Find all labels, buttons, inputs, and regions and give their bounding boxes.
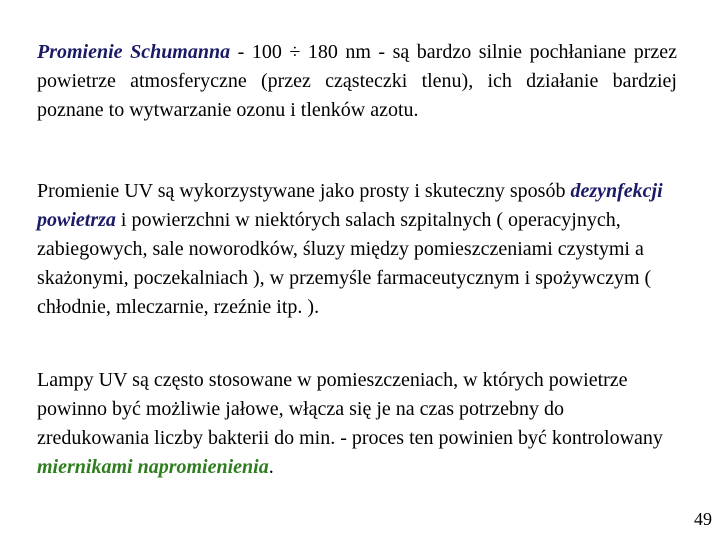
term-schumann-rays: Promienie Schumanna bbox=[37, 41, 231, 63]
paragraph-3-text-before: Lampy UV są często stosowane w pomieszczeniach, w których powietrze powinno być możliwie jałowe, włącza się je na czas potrzebny do zredukowania liczby bakterii do min. - proces ten powinien być kontrolowany bbox=[37, 369, 663, 449]
term-air-disinfection: dezynfekcji powietrza bbox=[37, 180, 663, 231]
page-number: 49 bbox=[694, 509, 712, 529]
paragraph-uv-lamps bbox=[37, 366, 677, 482]
paragraph-uv-disinfection bbox=[37, 177, 677, 322]
paragraph-2-text-after: i powierzchni w niektórych salach szpitalnych ( operacyjnych, zabiegowych, sale noworodków, śluzy między pomieszczeniami czystymi a skażonymi, poczekalniach ), w przemyśle farmaceutycznym i spożywczym ( chłodnie, mleczarnie, rzeźnie itp. ). bbox=[37, 209, 652, 318]
paragraph-2-text-before: Promienie UV są wykorzystywane jako prosty i skuteczny sposób bbox=[37, 180, 571, 202]
term-irradiation-meters: miernikami napromienienia bbox=[37, 456, 269, 478]
paragraph-schumann-rays bbox=[37, 38, 677, 125]
paragraph-3-text-after: . bbox=[268, 456, 274, 478]
paragraph-1-text: - 100 ÷ 180 nm - są bardzo silnie pochłaniane przez powietrze atmosferyczne (przez cząsteczki tlenu), ich działanie bardziej poznane to wytwarzanie ozonu i tlenków azotu. bbox=[37, 41, 677, 121]
